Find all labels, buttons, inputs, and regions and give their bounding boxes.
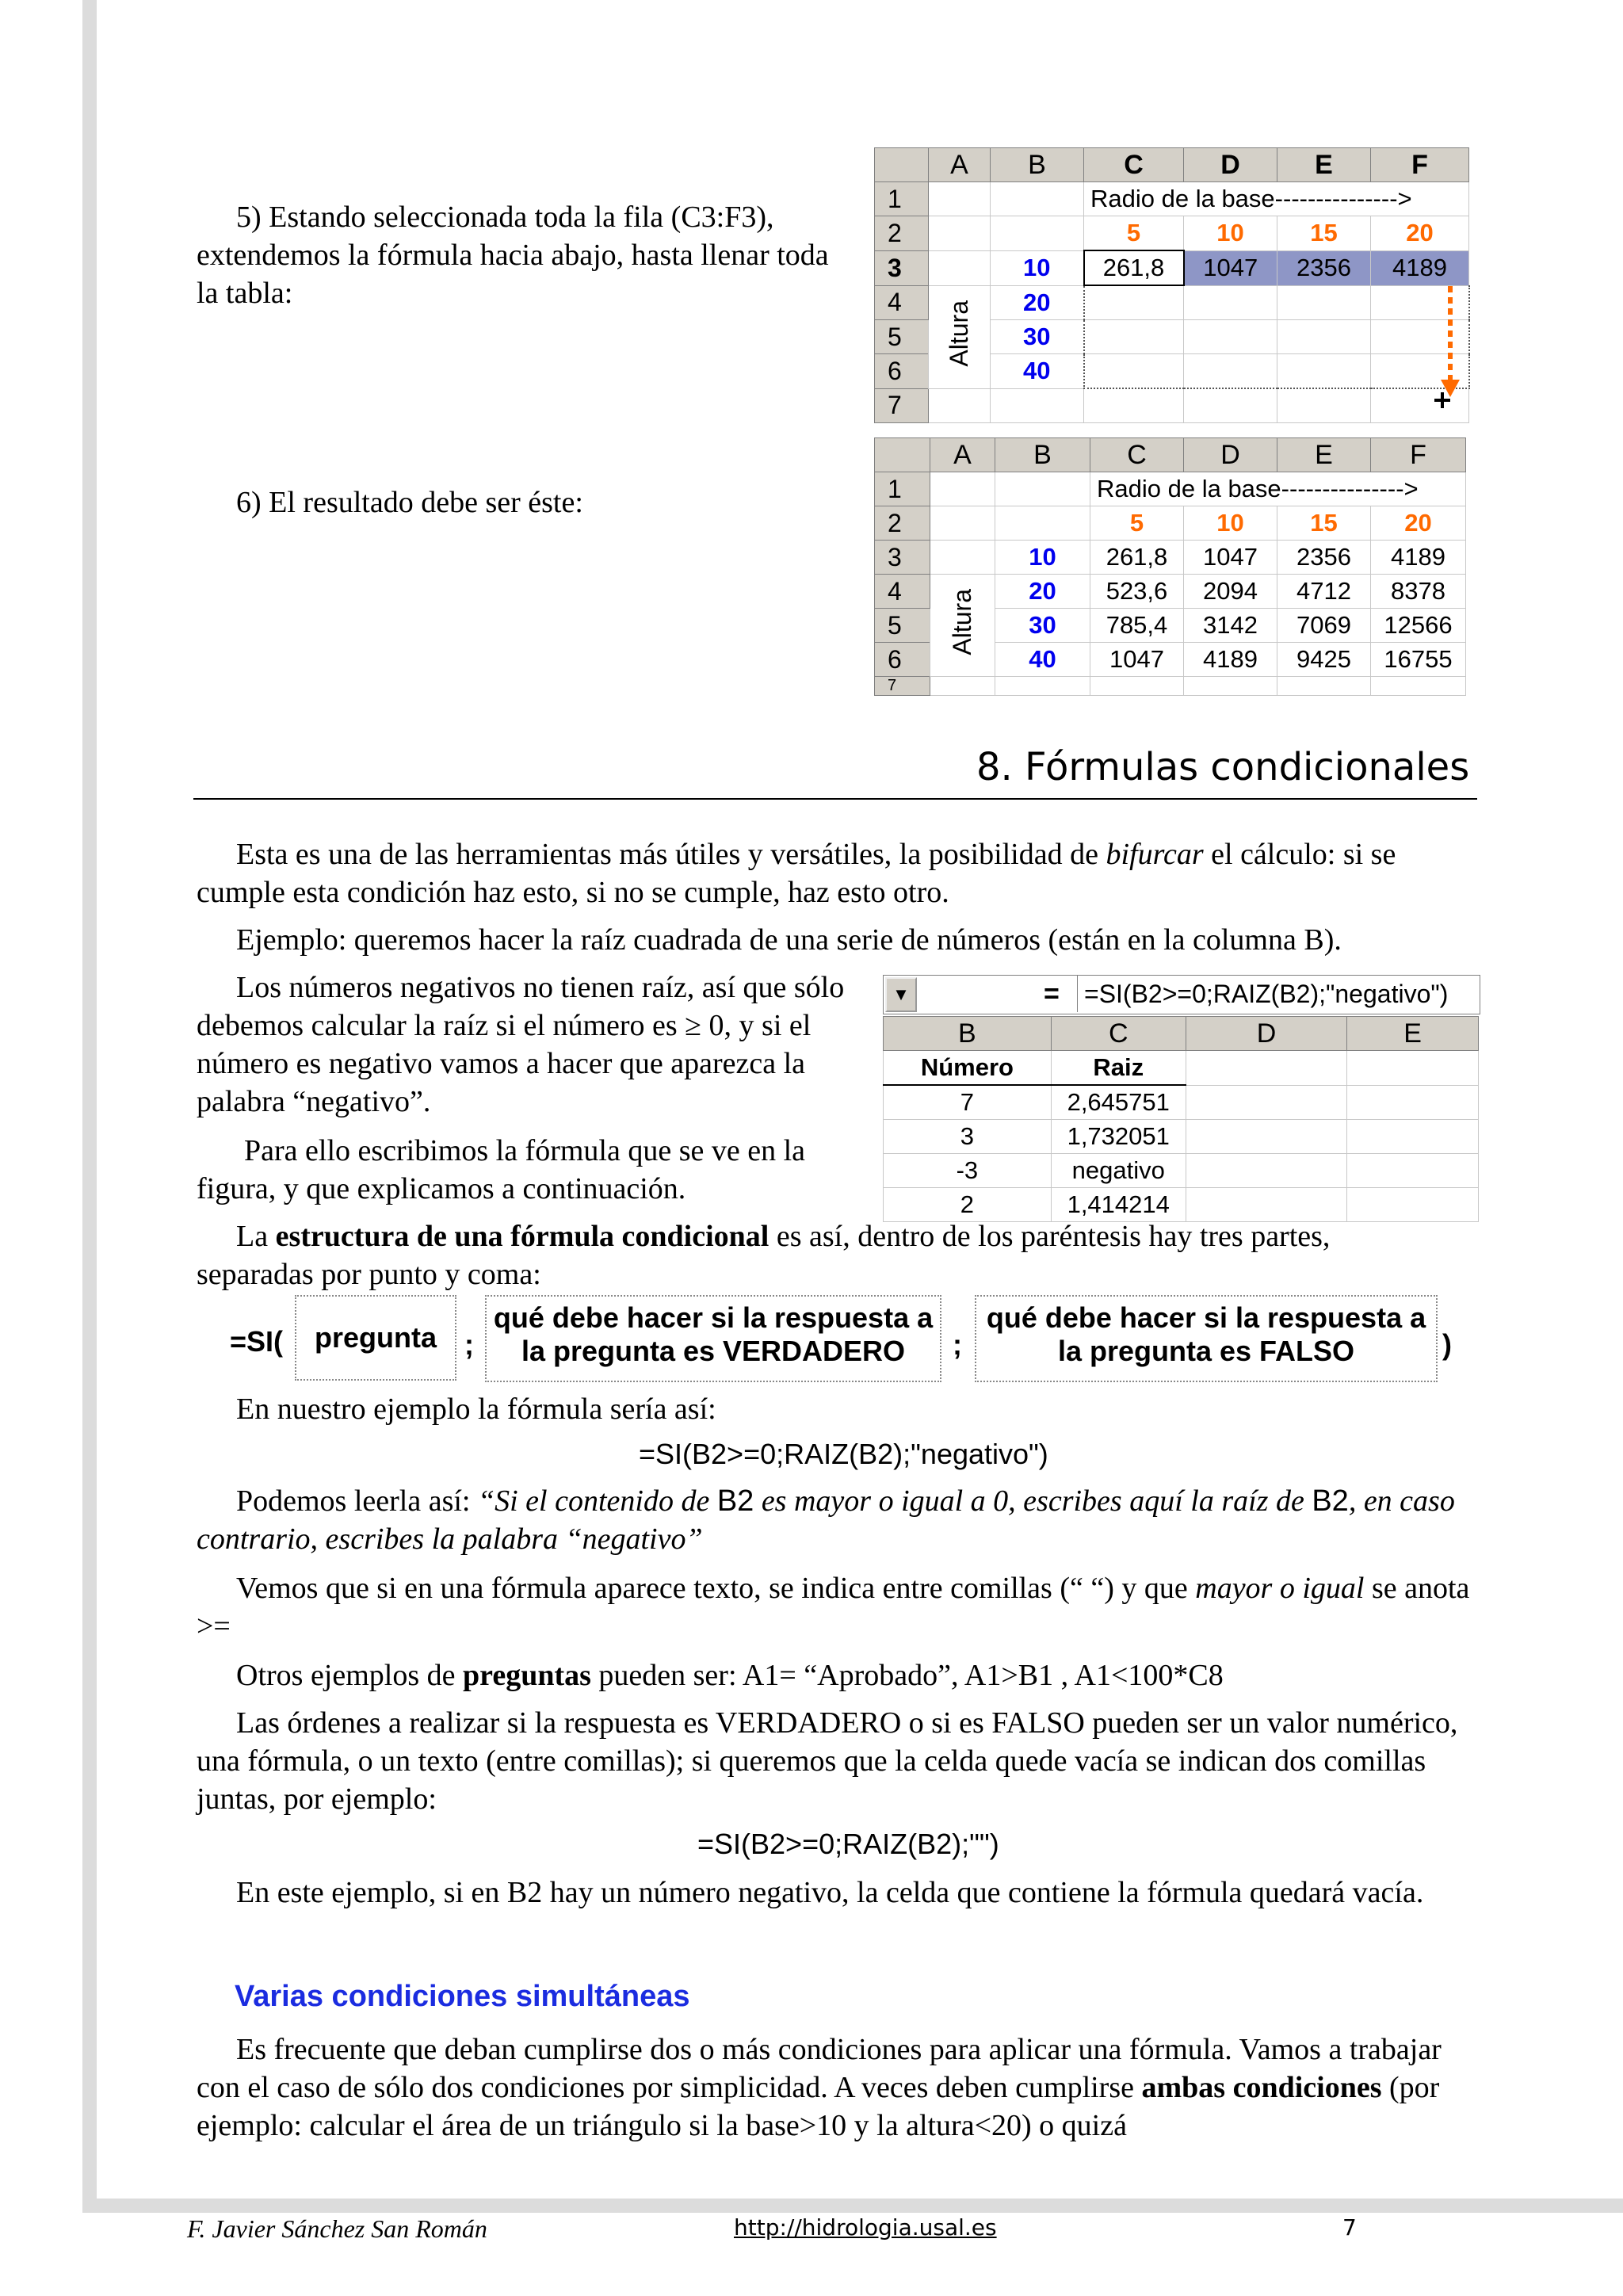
height-cell[interactable]: 30 bbox=[991, 320, 1084, 354]
col-header[interactable]: C bbox=[1051, 1017, 1186, 1051]
corner-cell[interactable] bbox=[875, 148, 929, 182]
cell[interactable] bbox=[1347, 1154, 1479, 1188]
cell[interactable] bbox=[930, 541, 995, 575]
formula-example: =SI(B2>=0;RAIZ(B2);"negativo") bbox=[639, 1438, 1048, 1470]
value-cell[interactable]: 2356 bbox=[1277, 541, 1371, 575]
value-cell[interactable]: 7069 bbox=[1277, 609, 1371, 643]
row-header[interactable]: 1 bbox=[875, 472, 930, 506]
footer-author: F. Javier Sánchez San Román bbox=[187, 2214, 487, 2243]
fill-down-arrow-icon bbox=[1426, 281, 1474, 408]
height-cell[interactable]: 20 bbox=[995, 575, 1090, 609]
spreadsheet-fill-down bbox=[874, 147, 1476, 423]
value-cell[interactable]: 2356 bbox=[1277, 250, 1371, 285]
cell[interactable] bbox=[991, 216, 1084, 251]
read-em1: “Si el contenido de bbox=[477, 1484, 717, 1518]
value-cell[interactable]: 785,4 bbox=[1090, 609, 1184, 643]
radius-cell[interactable]: 5 bbox=[1084, 216, 1184, 251]
cell[interactable] bbox=[1186, 1154, 1347, 1188]
col-header[interactable]: B bbox=[995, 438, 1090, 472]
read-em3: , en caso contrario, escribes la palabra “negativo” bbox=[197, 1484, 1455, 1556]
row-header[interactable]: 1 bbox=[875, 182, 929, 216]
value-cell[interactable]: 523,6 bbox=[1090, 575, 1184, 609]
read-b2: B2 bbox=[1312, 1484, 1349, 1518]
radius-cell[interactable]: 10 bbox=[1184, 506, 1277, 541]
example-paragraph: Ejemplo: queremos hacer la raíz cuadrada de una serie de números (están en la columna B). bbox=[236, 923, 1342, 957]
cell[interactable] bbox=[1347, 1051, 1479, 1086]
struct-true-box: qué debe hacer si la respuesta a la pregunta es VERDADERO bbox=[485, 1295, 941, 1382]
cell[interactable] bbox=[1084, 285, 1184, 320]
footer-page-number: 7 bbox=[1342, 2214, 1357, 2241]
row-header[interactable]: 3 bbox=[875, 250, 929, 285]
cell[interactable] bbox=[995, 677, 1090, 696]
row-header[interactable]: 2 bbox=[875, 216, 929, 251]
struct-open: =SI( bbox=[230, 1325, 284, 1358]
cell[interactable] bbox=[991, 388, 1084, 423]
section-title: 8. Fórmulas condicionales bbox=[976, 745, 1470, 789]
header-numero[interactable]: Número bbox=[884, 1051, 1052, 1086]
text-post: se anota >= bbox=[197, 1572, 1470, 1643]
value-cell[interactable]: 1047 bbox=[1090, 643, 1184, 677]
cell[interactable] bbox=[929, 388, 991, 423]
height-cell[interactable]: 40 bbox=[995, 643, 1090, 677]
read-b2: B2 bbox=[716, 1484, 754, 1518]
col-header[interactable]: D bbox=[1184, 148, 1277, 182]
radio-label-cell[interactable]: Radio de la base---------------> bbox=[1090, 472, 1466, 506]
intro-paragraph bbox=[197, 835, 1472, 911]
page-frame-bottom bbox=[82, 2199, 1623, 2213]
cell[interactable] bbox=[1186, 1085, 1347, 1120]
intro-pre: Esta es una de las herramientas más útiles y versátiles, la posibilidad de bbox=[236, 838, 1106, 871]
formula-empty: =SI(B2>=0;RAIZ(B2);"") bbox=[697, 1828, 999, 1860]
number-cell[interactable]: -3 bbox=[884, 1154, 1052, 1188]
header-raiz[interactable]: Raiz bbox=[1051, 1051, 1186, 1086]
intro-em: bifurcar bbox=[1106, 838, 1204, 871]
ordenes-paragraph: Las órdenes a realizar si la respuesta es VERDADERO o si es FALSO pueden ser un valor numérico, una fórmula, o un texto (entre comillas); si queremos que la celda quede vacía se indican dos comillas juntas, por ejemplo: bbox=[197, 1706, 1458, 1816]
value-cell[interactable]: 2094 bbox=[1184, 575, 1277, 609]
name-box-dropdown-icon[interactable]: ▼ bbox=[885, 977, 917, 1012]
value-cell[interactable]: 3142 bbox=[1184, 609, 1277, 643]
cell[interactable] bbox=[995, 506, 1090, 541]
row-header[interactable]: 4 bbox=[875, 575, 930, 609]
otros-post: pueden ser: A1= “Aprobado”, A1>B1 , A1<100*C8 bbox=[590, 1659, 1224, 1692]
value-cell[interactable]: 261,8 bbox=[1090, 541, 1184, 575]
para-ello-paragraph: Para ello escribimos la fórmula que se ve en la figura, y que explicamos a continuación. bbox=[197, 1134, 806, 1205]
negatives-paragraph: Los números negativos no tienen raíz, así que sólo debemos calcular la raíz si el número es ≥ 0, y si el número es negativo vamos a hacer que aparezca la palabra “negativo”. bbox=[197, 971, 845, 1118]
col-header[interactable]: D bbox=[1184, 438, 1277, 472]
row-header[interactable]: 3 bbox=[875, 541, 930, 575]
radio-label-cell[interactable]: Radio de la base---------------> bbox=[1084, 182, 1469, 216]
formula-bar bbox=[883, 975, 1480, 1014]
cell[interactable] bbox=[929, 250, 991, 285]
value-cell[interactable]: 261,8 bbox=[1084, 250, 1184, 285]
root-cell[interactable]: 2,645751 bbox=[1051, 1085, 1186, 1120]
radius-cell[interactable]: 5 bbox=[1090, 506, 1184, 541]
number-cell[interactable]: 7 bbox=[884, 1085, 1052, 1120]
root-cell[interactable]: negativo bbox=[1051, 1154, 1186, 1188]
value-cell[interactable]: 12566 bbox=[1371, 609, 1466, 643]
number-cell[interactable]: 3 bbox=[884, 1120, 1052, 1154]
row-header[interactable]: 6 bbox=[875, 643, 930, 677]
row-header[interactable]: 5 bbox=[875, 609, 930, 643]
value-cell[interactable]: 1047 bbox=[1184, 541, 1277, 575]
col-header[interactable]: A bbox=[930, 438, 995, 472]
altura-label: Altura bbox=[948, 589, 976, 655]
radius-cell[interactable]: 15 bbox=[1277, 216, 1371, 251]
cell[interactable] bbox=[1371, 677, 1466, 696]
col-header[interactable]: F bbox=[1371, 148, 1469, 182]
altura-label: Altura bbox=[945, 300, 973, 367]
otros-paragraph bbox=[197, 1656, 1480, 1694]
cell[interactable] bbox=[1084, 388, 1184, 423]
structure-post: es así, dentro de los paréntesis hay tres partes, separadas por punto y coma: bbox=[197, 1220, 1331, 1291]
cell[interactable] bbox=[1277, 285, 1371, 320]
cell[interactable] bbox=[1090, 677, 1184, 696]
page-frame-left bbox=[82, 0, 97, 2211]
cell[interactable] bbox=[1084, 320, 1184, 354]
text-em: mayor o igual bbox=[1195, 1572, 1365, 1605]
row-header[interactable]: 5 bbox=[875, 320, 929, 354]
altura-cell[interactable] bbox=[929, 285, 991, 388]
struct-separator: ; bbox=[953, 1328, 962, 1361]
cell[interactable] bbox=[1184, 285, 1277, 320]
cell[interactable] bbox=[1186, 1120, 1347, 1154]
struct-close: ) bbox=[1442, 1328, 1452, 1361]
cell[interactable] bbox=[1184, 320, 1277, 354]
structure-bold: estructura de una fórmula condicional bbox=[275, 1220, 769, 1253]
cell[interactable] bbox=[995, 472, 1090, 506]
cell[interactable] bbox=[1277, 320, 1371, 354]
our-example-paragraph: En nuestro ejemplo la fórmula sería así: bbox=[236, 1392, 716, 1426]
formula-equals: = bbox=[1044, 979, 1060, 1009]
cell[interactable] bbox=[1347, 1085, 1479, 1120]
value-cell[interactable]: 9425 bbox=[1277, 643, 1371, 677]
number-cell[interactable]: 2 bbox=[884, 1188, 1052, 1222]
intro-post: el cálculo: si se cumple esta condición haz esto, si no se cumple, haz esto otro. bbox=[197, 838, 1396, 909]
height-cell[interactable]: 20 bbox=[991, 285, 1084, 320]
row-header[interactable]: 2 bbox=[875, 506, 930, 541]
otros-bold: preguntas bbox=[463, 1659, 591, 1692]
empty-result-paragraph: En este ejemplo, si en B2 hay un número negativo, la celda que contiene la fórmula quedará vacía. bbox=[236, 1876, 1424, 1909]
height-cell[interactable]: 10 bbox=[995, 541, 1090, 575]
col-header[interactable]: D bbox=[1186, 1017, 1347, 1051]
cell[interactable] bbox=[1184, 354, 1277, 389]
step5-text: 5) Estando seleccionada toda la fila (C3:F3), extendemos la fórmula hacia abajo, hasta llenar toda la tabla: bbox=[197, 201, 829, 310]
value-cell[interactable]: 8378 bbox=[1371, 575, 1466, 609]
cell[interactable] bbox=[929, 182, 991, 216]
col-header[interactable]: C bbox=[1084, 148, 1184, 182]
row-header[interactable]: 6 bbox=[875, 354, 929, 389]
corner-cell[interactable] bbox=[875, 438, 930, 472]
struct-question-box: pregunta bbox=[295, 1295, 456, 1381]
text-paragraph bbox=[197, 1569, 1480, 1645]
value-cell[interactable]: 4189 bbox=[1371, 250, 1469, 285]
value-cell[interactable]: 16755 bbox=[1371, 643, 1466, 677]
col-header[interactable]: E bbox=[1277, 438, 1371, 472]
root-cell[interactable]: 1,732051 bbox=[1051, 1120, 1186, 1154]
cell[interactable] bbox=[1277, 354, 1371, 389]
value-cell[interactable]: 1047 bbox=[1184, 250, 1277, 285]
col-header[interactable]: A bbox=[929, 148, 991, 182]
value-cell[interactable]: 4189 bbox=[1184, 643, 1277, 677]
structure-paragraph bbox=[197, 1217, 1449, 1293]
row-header[interactable]: 7 bbox=[875, 388, 929, 423]
cell[interactable] bbox=[930, 677, 995, 696]
subheading: Varias condiciones simultáneas bbox=[235, 1980, 690, 2013]
radius-cell[interactable]: 15 bbox=[1277, 506, 1371, 541]
read-pre: Podemos leerla así: bbox=[236, 1484, 478, 1518]
col-header[interactable]: C bbox=[1090, 438, 1184, 472]
multi-bold: ambas condiciones bbox=[1141, 2071, 1382, 2104]
spreadsheet-result bbox=[874, 437, 1489, 696]
cell[interactable] bbox=[991, 182, 1084, 216]
radius-cell[interactable]: 10 bbox=[1184, 216, 1277, 251]
height-cell[interactable]: 40 bbox=[991, 354, 1084, 389]
otros-pre: Otros ejemplos de bbox=[236, 1659, 464, 1692]
cell[interactable] bbox=[1084, 354, 1184, 389]
cell[interactable] bbox=[930, 506, 995, 541]
struct-separator: ; bbox=[464, 1328, 474, 1361]
spreadsheet-sqrt bbox=[883, 1016, 1479, 1222]
cell[interactable] bbox=[930, 472, 995, 506]
multi-pre: Es frecuente que deban cumplirse dos o más condiciones para aplicar una fórmula. Vamos a trabajar con el caso de sólo dos condiciones por simplicidad. A veces deben cumplirse bbox=[197, 2033, 1442, 2104]
radius-cell[interactable]: 20 bbox=[1371, 216, 1469, 251]
text-pre: Vemos que si en una fórmula aparece texto, se indica entre comillas (“ “) y que bbox=[236, 1572, 1196, 1605]
value-cell[interactable]: 4189 bbox=[1371, 541, 1466, 575]
height-cell[interactable]: 30 bbox=[995, 609, 1090, 643]
altura-cell[interactable] bbox=[930, 575, 995, 677]
formula-input[interactable]: =SI(B2>=0;RAIZ(B2);"negativo") bbox=[1077, 976, 1448, 1012]
structure-pre: La bbox=[236, 1220, 276, 1253]
col-header[interactable]: E bbox=[1277, 148, 1371, 182]
height-cell[interactable]: 10 bbox=[991, 250, 1084, 285]
read-em2: es mayor o igual a 0, escribes aquí la raíz de bbox=[754, 1484, 1312, 1518]
cell[interactable] bbox=[1186, 1051, 1347, 1086]
col-header[interactable]: E bbox=[1347, 1017, 1479, 1051]
cell[interactable] bbox=[929, 216, 991, 251]
cell[interactable] bbox=[1277, 677, 1371, 696]
multi-post: (por ejemplo: calcular el área de un triángulo si la base>10 y la altura<20) o quizá bbox=[197, 2071, 1440, 2142]
col-header[interactable]: B bbox=[991, 148, 1084, 182]
root-cell[interactable]: 1,414214 bbox=[1051, 1188, 1186, 1222]
section-rule bbox=[193, 798, 1477, 800]
col-header[interactable]: B bbox=[884, 1017, 1052, 1051]
footer-url[interactable]: http://hidrologia.usal.es bbox=[734, 2214, 997, 2241]
row-header[interactable]: 4 bbox=[875, 285, 929, 320]
step6-text: 6) El resultado debe ser éste: bbox=[236, 486, 583, 519]
col-header[interactable]: F bbox=[1371, 438, 1466, 472]
cell[interactable] bbox=[1184, 388, 1277, 423]
cell[interactable] bbox=[1347, 1120, 1479, 1154]
row-header[interactable]: 7 bbox=[875, 677, 930, 696]
cell[interactable] bbox=[1277, 388, 1371, 423]
struct-false-box: qué debe hacer si la respuesta a la pregunta es FALSO bbox=[975, 1295, 1438, 1382]
read-paragraph bbox=[197, 1482, 1480, 1558]
multi-paragraph bbox=[197, 2030, 1480, 2145]
value-cell[interactable]: 4712 bbox=[1277, 575, 1371, 609]
cell[interactable] bbox=[1184, 677, 1277, 696]
radius-cell[interactable]: 20 bbox=[1371, 506, 1466, 541]
